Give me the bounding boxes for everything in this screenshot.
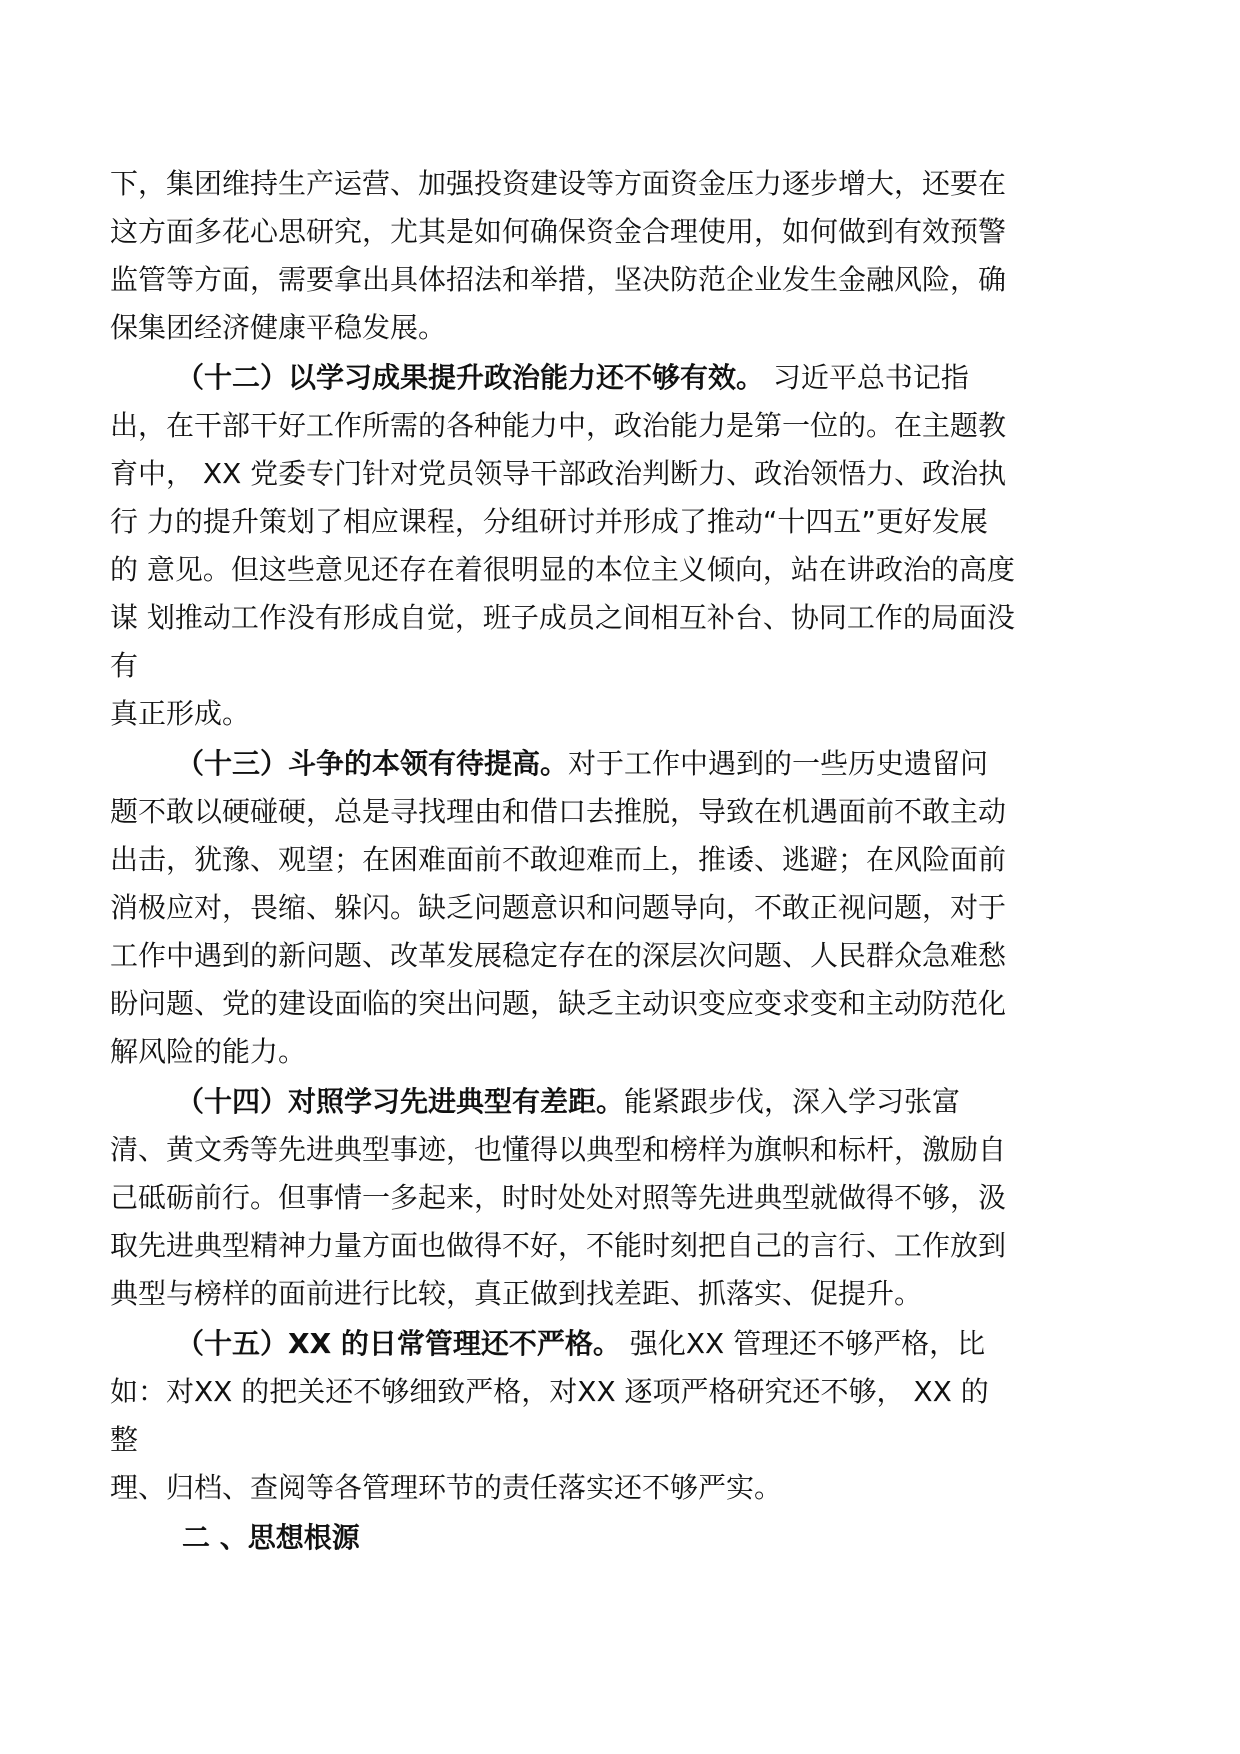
- item-13-heading: （十三）斗争的本领有待提高。: [176, 747, 569, 780]
- item-15-heading: （十五）XX 的日常管理还不严格。: [176, 1327, 621, 1360]
- item-14-heading: （十四）对照学习先进典型有差距。: [176, 1085, 625, 1118]
- paragraph-line: 整: [110, 1423, 139, 1456]
- paragraph-line: 下，集团维持生产运营、加强投资建设等方面资金压力逐步增大，还要在: [110, 167, 1007, 200]
- paragraph-line: 的 意见。但这些意见还存在着很明显的本位主义倾向，站在讲政治的高度: [110, 553, 1015, 586]
- paragraph-line: 行 力的提升策划了相应课程，分组研讨并形成了推动“十四五”更好发展: [110, 505, 988, 538]
- document-page: [110, 160, 1130, 1562]
- paragraph-line: 己砥砺前行。但事情一多起来，时时处处对照等先进典型就做得不够，汲: [110, 1181, 1007, 1214]
- item-14-first-text: 能紧跟步伐，深入学习张富: [624, 1085, 961, 1118]
- paragraph-line: 理、归档、查阅等各管理环节的责任落实还不够严实。: [110, 1471, 783, 1504]
- continuation-paragraph: [110, 160, 1130, 352]
- item-14-paragraph: [110, 1078, 1130, 1318]
- paragraph-line: 消极应对，畏缩、躲闪。缺乏问题意识和问题导向，不敢正视问题，对于: [110, 891, 1007, 924]
- item-15-paragraph: [110, 1320, 1130, 1512]
- paragraph-line: 出，在干部干好工作所需的各种能力中，政治能力是第一位的。在主题教: [110, 409, 1007, 442]
- paragraph-line: 出击，犹豫、观望；在困难面前不敢迎难而上，推诿、逃避；在风险面前: [110, 843, 1007, 876]
- item-15-first-text: 强化XX 管理还不够严格，比: [620, 1327, 986, 1360]
- paragraph-line: 保集团经济健康平稳发展。: [110, 311, 447, 344]
- paragraph-line: 有: [110, 649, 139, 682]
- paragraph-line: 解风险的能力。: [110, 1035, 307, 1068]
- paragraph-line: 取先进典型精神力量方面也做得不好，不能时刻把自己的言行、工作放到: [110, 1229, 1007, 1262]
- paragraph-line: 典型与榜样的面前进行比较，真正做到找差距、抓落实、促提升。: [110, 1277, 923, 1310]
- item-13-first-text: 对于工作中遇到的一些历史遗留问: [568, 747, 989, 780]
- paragraph-line: 这方面多花心思研究，尤其是如何确保资金合理使用，如何做到有效预警: [110, 215, 1007, 248]
- section-heading: 二 、思想根源: [182, 1521, 360, 1554]
- paragraph-first-line: [110, 1078, 1130, 1126]
- item-12-first-text: 习近平总书记指: [764, 361, 969, 394]
- paragraph-line: 育中， XX 党委专门针对党员领导干部政治判断力、政治领悟力、政治执: [110, 457, 1007, 490]
- paragraph-line: 工作中遇到的新问题、改革发展稳定存在的深层次问题、人民群众急难愁: [110, 939, 1007, 972]
- item-12-paragraph: [110, 354, 1130, 738]
- paragraph-line: 真正形成。: [110, 697, 251, 730]
- item-12-heading: （十二）以学习成果提升政治能力还不够有效。: [176, 361, 765, 394]
- paragraph-first-line: [110, 740, 1130, 788]
- paragraph-line: 如：对XX 的把关还不够细致严格，对XX 逐项严格研究还不够， XX 的: [110, 1375, 989, 1408]
- paragraph-first-line: [110, 354, 1130, 402]
- paragraph-first-line: [110, 1320, 1130, 1368]
- paragraph-line: 清、黄文秀等先进典型事迹，也懂得以典型和榜样为旗帜和标杆，激励自: [110, 1133, 1007, 1166]
- paragraph-line: 谋 划推动工作没有形成自觉，班子成员之间相互补台、协同工作的局面没: [110, 601, 1015, 634]
- paragraph-line: 监管等方面，需要拿出具体招法和举措，坚决防范企业发生金融风险，确: [110, 263, 1007, 296]
- paragraph-line: 题不敢以硬碰硬，总是寻找理由和借口去推脱，导致在机遇面前不敢主动: [110, 795, 1007, 828]
- paragraph-line: 盼问题、党的建设面临的突出问题，缺乏主动识变应变求变和主动防范化: [110, 987, 1007, 1020]
- item-13-paragraph: [110, 740, 1130, 1076]
